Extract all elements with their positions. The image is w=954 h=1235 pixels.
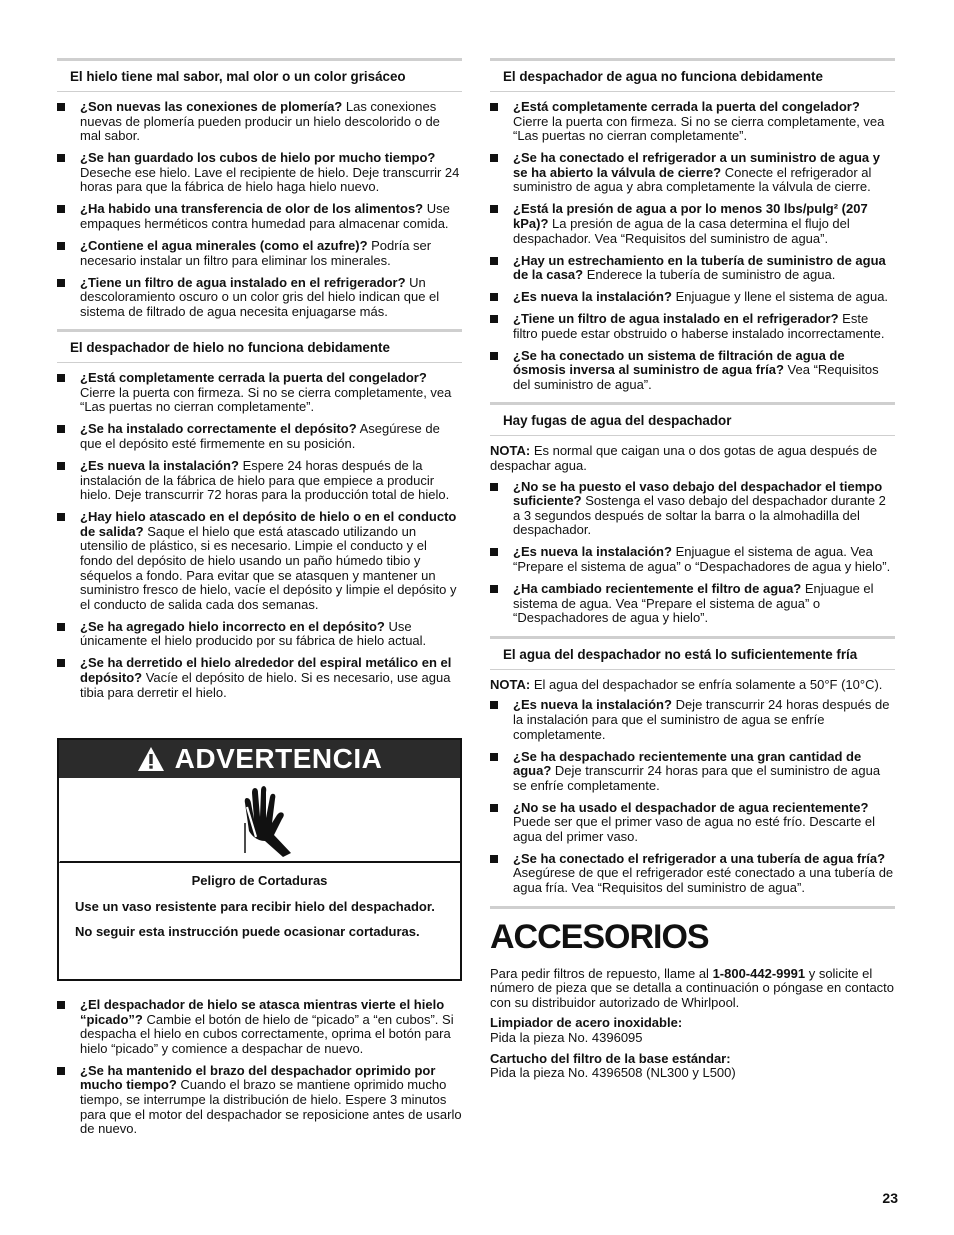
- section-title-water-dispenser: El despachador de agua no funciona debidamente: [490, 61, 895, 92]
- item-question: ¿Se ha conectado el refrigerador a una tubería de agua fría?: [513, 850, 886, 866]
- item-text: Use empaques herméticos contra humedad para almacenar comida.: [80, 201, 450, 231]
- section-title-ice-dispenser: El despachador de hielo no funciona debidamente: [57, 332, 462, 363]
- item-text: Saque el hielo que está atascado utilizando un utensilio de plástico, si es necesario. Limpie el conducto y el fondo del depósito de hielo usando un paño húmedo tibio y séquelos a fondo. Para evitar que se atasquen y mantener un suministro fresco de hielo, vacíe el depósito y limpie el depósito y el conducto de salida cada dos semanas.: [80, 523, 457, 612]
- item-text: Puede ser que el primer vaso de agua no esté frío. Descarte el agua del primer vaso.: [513, 814, 876, 844]
- item-question: ¿Contiene el agua minerales (como el azufre)?: [80, 237, 368, 253]
- list-water-not-cold: [490, 698, 895, 895]
- list-item: [57, 202, 462, 231]
- item-text: Asegúrese de que el refrigerador esté conectado a una tubería de agua fría. Vea “Requisitos del suministro de agua”.: [513, 865, 894, 896]
- list-item: [490, 480, 895, 538]
- bullet-square-icon: [490, 205, 498, 213]
- item-text: Deseche ese hielo. Lave el recipiente de hielo. Deje transcurrir 24 horas para que la fábrica de hielo haga hielo nuevo.: [80, 164, 460, 195]
- bullet-square-icon: [490, 701, 498, 709]
- list-ice-dispenser: [57, 371, 462, 700]
- item-text: Un descoloramiento oscuro o un color gris del hielo indican que el sistema de filtrado de agua necesita enjuagarse más.: [80, 274, 440, 319]
- list-item: [57, 100, 462, 144]
- item-question: ¿No se ha puesto el vaso debajo del despachador el tiempo suficiente?: [513, 478, 883, 509]
- list-item: [57, 371, 462, 415]
- item-question: ¿Se ha agregado hielo incorrecto en el depósito?: [80, 618, 385, 634]
- accessories-title: ACCESORIOS: [490, 917, 709, 956]
- list-item: [490, 349, 895, 393]
- item-text: Vacíe el depósito de hielo. Si es necesario, use agua tibia para derretir el hielo.: [80, 669, 451, 700]
- list-item: [57, 459, 462, 503]
- item-text: Use únicamente el hielo producido por su fábrica de hielo actual.: [80, 618, 427, 649]
- bullet-square-icon: [57, 242, 65, 250]
- list-item: [490, 151, 895, 195]
- item-text: Vea “Requisitos del suministro de agua”.: [513, 362, 879, 392]
- list-item: [57, 151, 462, 195]
- section-title-water-leaks: Hay fugas de agua del despachador: [490, 405, 895, 436]
- list-item: [490, 290, 895, 305]
- item-text: Conecte el refrigerador al suministro de agua y abra completamente la válvula de cierre.: [513, 164, 872, 195]
- phone-number: 1-800-442-9991: [712, 965, 806, 981]
- bullet-square-icon: [57, 513, 65, 521]
- item-text: Asegúrese de que el depósito esté firmemente en su posición.: [80, 421, 440, 452]
- list-item: [490, 698, 895, 742]
- warning-line-2: No seguir esta instrucción puede ocasionar cortaduras.: [75, 924, 420, 939]
- list-item: [57, 998, 462, 1056]
- note-text: Es normal que caigan una o dos gotas de agua después de despachar agua.: [490, 443, 878, 474]
- bullet-square-icon: [57, 623, 65, 631]
- list-item: [57, 656, 462, 700]
- list-item: [490, 582, 895, 626]
- item-text: Enjuague y llene el sistema de agua.: [671, 289, 889, 305]
- right-column: [490, 58, 895, 1087]
- list-item: [57, 276, 462, 320]
- item-text: Podría ser necesario instalar un filtro para eliminar los minerales.: [80, 237, 432, 268]
- section-title-bad-taste-ice: El hielo tiene mal sabor, mal olor o un color grisáceo: [57, 61, 462, 92]
- bullet-square-icon: [57, 205, 65, 213]
- item-text: La presión de agua de la casa determina el flujo del despachador. Vea “Requisitos del suministro de agua”.: [513, 215, 850, 246]
- bullet-square-icon: [57, 103, 65, 111]
- bullet-square-icon: [490, 483, 498, 491]
- item-question: ¿Se han guardado los cubos de hielo por mucho tiempo?: [80, 150, 436, 166]
- accessory-label: Cartucho del filtro de la base estándar:: [490, 1050, 731, 1066]
- section-title-water-not-cold: El agua del despachador no está lo suficientemente fría: [490, 639, 895, 670]
- left-column: [57, 58, 462, 708]
- list-item: [490, 801, 895, 845]
- item-question: ¿Está completamente cerrada la puerta del congelador?: [513, 99, 860, 114]
- note-label: NOTA:: [490, 676, 531, 692]
- note-water-not-cold: [490, 678, 895, 693]
- list-item: [57, 1064, 462, 1137]
- warning-pictogram: [59, 778, 460, 863]
- item-text: Deje transcurrir 24 horas para que el suministro de agua se enfríe completamente.: [513, 763, 881, 793]
- item-question: ¿Tiene un filtro de agua instalado en el refrigerador?: [513, 311, 839, 327]
- item-text: Cambie el botón de hielo de “picado” a “en cubos”. Si despacha el hielo en cubos correctamente, oprima el botón para hielo “picado” y comience a despachar de nuevo.: [80, 1011, 454, 1056]
- item-question: ¿Está completamente cerrada la puerta del congelador?: [80, 370, 427, 386]
- list-item: [490, 254, 895, 283]
- warning-hazard: Peligro de Cortaduras: [191, 873, 328, 888]
- bullet-square-icon: [490, 804, 498, 812]
- bullet-square-icon: [490, 315, 498, 323]
- bullet-square-icon: [490, 293, 498, 301]
- warning-body: [59, 863, 460, 940]
- item-question: ¿El despachador de hielo se atasca mientras vierte el hielo “picado”?: [80, 997, 445, 1027]
- bullet-square-icon: [57, 425, 65, 433]
- item-question: ¿Se ha derretido el hielo alrededor del espiral metálico en el depósito?: [80, 655, 452, 685]
- item-text: Cierre la puerta con firmeza. Si no se cierra completamente, vea “Las puertas no cierran completamente”.: [80, 384, 452, 415]
- list-water-dispenser: [490, 100, 895, 392]
- item-text: Cuando el brazo se mantiene oprimido mucho tiempo, se interrumpe la distribución de hielo. Espere 3 minutos para que el motor del despachador se reposicione antes de usarlo de nuevo.: [80, 1077, 462, 1137]
- item-question: ¿Es nueva la instalación?: [513, 544, 672, 560]
- item-question: ¿Es nueva la instalación?: [513, 697, 672, 713]
- bullet-square-icon: [490, 753, 498, 761]
- item-question: ¿Ha cambiado recientemente el filtro de agua?: [513, 580, 802, 596]
- accessory-label: Limpiador de acero inoxidable:: [490, 1015, 683, 1031]
- bullet-square-icon: [57, 154, 65, 162]
- item-text: Las conexiones nuevas de plomería pueden producir un hielo descolorido o de mal sabor.: [80, 99, 440, 144]
- item-text: Deje transcurrir 24 horas después de la instalación para que el suministro de agua se enfríe completamente.: [513, 697, 890, 742]
- item-question: ¿Se ha mantenido el brazo del despachador oprimido por mucho tiempo?: [80, 1062, 436, 1093]
- item-text: Espere 24 horas después de la instalación de la fábrica de hielo para que empiece a producir hielo. Deje transcurrir 72 horas para la producción total de hielo.: [80, 458, 450, 503]
- item-text: Enjuague el sistema de agua. Vea “Prepare el sistema de agua” o “Despachadores de agua y hielo”.: [513, 544, 891, 574]
- list-item: [490, 100, 895, 144]
- warning-triangle-icon: [137, 746, 165, 772]
- page-number: 23: [882, 1190, 898, 1206]
- bullet-square-icon: [57, 659, 65, 667]
- bullet-square-icon: [57, 374, 65, 382]
- bullet-square-icon: [57, 1067, 65, 1075]
- bullet-square-icon: [490, 154, 498, 162]
- intro-text: Para pedir filtros de repuesto, llame al: [490, 965, 713, 981]
- item-question: ¿No se ha usado el despachador de agua recientemente?: [513, 799, 869, 815]
- bullet-square-icon: [57, 1001, 65, 1009]
- bullet-square-icon: [490, 103, 498, 111]
- item-question: ¿Se ha conectado un sistema de filtración de agua de ósmosis inversa al suministro de agua fría?: [513, 347, 845, 378]
- item-question: ¿Se ha instalado correctamente el depósito?: [80, 421, 357, 437]
- bullet-square-icon: [57, 462, 65, 470]
- item-text: Enjuague el sistema de agua. Vea “Prepare el sistema de agua” o “Despachadores de agua y hielo”.: [513, 580, 874, 626]
- list-water-leaks: [490, 480, 895, 626]
- item-text: Cierre la puerta con firmeza. Si no se cierra completamente, vea “Las puertas no cierran completamente”.: [513, 113, 885, 144]
- list-item: [57, 620, 462, 649]
- note-label: NOTA:: [490, 443, 531, 459]
- bullet-square-icon: [490, 855, 498, 863]
- item-question: ¿Ha habido una transferencia de olor de los alimentos?: [80, 201, 424, 217]
- section-rule: [490, 906, 895, 909]
- item-text: Sostenga el vaso debajo del despachador durante 2 a 3 segundos después de soltar la barra o la almohadilla del despachador.: [513, 493, 886, 538]
- list-item: [490, 312, 895, 341]
- intro-text: y solicite el número de pieza que se detalla a continuación o póngase en contacto con su distribuidor autorizado de Whirlpool.: [490, 965, 895, 1010]
- list-bad-taste-ice: [57, 100, 462, 319]
- cut-hand-icon: [225, 783, 295, 857]
- warning-heading: ADVERTENCIA: [174, 743, 383, 774]
- item-question: ¿Hay hielo atascado en el depósito de hielo o en el conducto de salida?: [80, 509, 457, 539]
- warning-box: [57, 738, 462, 981]
- item-question: ¿Tiene un filtro de agua instalado en el refrigerador?: [80, 274, 406, 290]
- list-item: [57, 422, 462, 451]
- item-question: ¿Es nueva la instalación?: [80, 458, 239, 474]
- item-question: ¿Está la presión de agua a por lo menos 30 lbs/pulg² (207 kPa)?: [513, 201, 868, 231]
- warning-line-1: Use un vaso resistente para recibir hielo del despachador.: [75, 898, 435, 914]
- item-question: ¿Es nueva la instalación?: [513, 289, 672, 305]
- list-item: [490, 750, 895, 794]
- list-item: [57, 510, 462, 612]
- warning-header: [59, 740, 460, 778]
- accessories-intro: [490, 967, 895, 1011]
- list-item: [490, 545, 895, 574]
- accessory-item: [490, 1052, 895, 1081]
- item-text: Enderece la tubería de suministro de agua.: [583, 267, 836, 283]
- item-text: Este filtro puede estar obstruido o haberse instalado incorrectamente.: [513, 311, 885, 341]
- list-item: [57, 239, 462, 268]
- bullet-square-icon: [57, 279, 65, 287]
- bullet-square-icon: [490, 257, 498, 265]
- item-question: ¿Se ha conectado el refrigerador a un suministro de agua y se ha abierto la válvula de cierre?: [513, 150, 880, 180]
- note-text: El agua del despachador se enfría solamente a 50°F (10°C).: [530, 676, 883, 692]
- list-item: [490, 202, 895, 246]
- bullet-square-icon: [490, 585, 498, 593]
- bullet-square-icon: [490, 352, 498, 360]
- list-item: [490, 852, 895, 896]
- item-question: ¿Hay un estrechamiento en la tubería de suministro de agua de la casa?: [513, 252, 886, 283]
- item-question: ¿Se ha despachado recientemente una gran cantidad de agua?: [513, 748, 862, 779]
- accessory-part: Pida la pieza No. 4396508 (NL300 y L500): [490, 1065, 736, 1081]
- accessory-item: [490, 1016, 895, 1045]
- note-water-leaks: [490, 444, 895, 473]
- item-question: ¿Son nuevas las conexiones de plomería?: [80, 99, 343, 114]
- accessory-part: Pida la pieza No. 4396095: [490, 1030, 643, 1046]
- list-ice-dispenser-continued: [57, 998, 462, 1144]
- bullet-square-icon: [490, 548, 498, 556]
